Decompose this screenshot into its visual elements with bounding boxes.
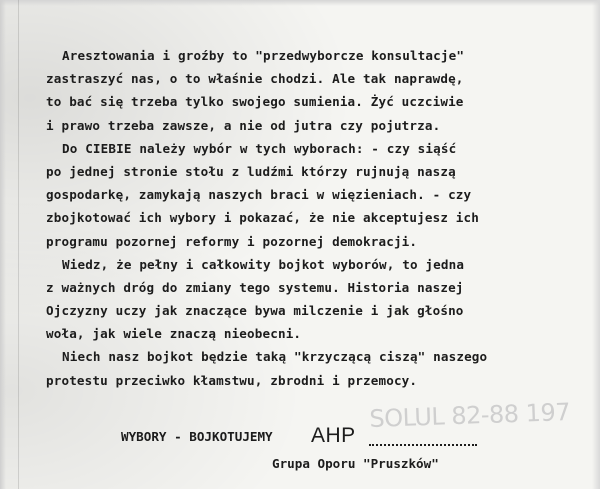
paper-crease: [18, 0, 19, 489]
text-line: zastraszyć nas, o to właśnie chodzi. Ale tak naprawdę,: [46, 71, 464, 87]
text-line: Niech nasz bojkot będzie taką "krzyczącą ciszą" naszego: [62, 349, 488, 365]
paper-edge-right: [592, 0, 600, 489]
text-line: woła, jak wiele znaczą nieobecni.: [46, 326, 302, 342]
text-line: i prawo trzeba zawsze, a nie od jutra czy pojutrza.: [46, 117, 441, 133]
boycott-slogan: WYBORY - BOJKOTUJEMY: [121, 429, 273, 444]
text-line: Do CIEBIE należy wybór w tych wyborach: - czy siąść: [62, 140, 457, 156]
text-line: gospodarkę, zamykają naszych braci w więzieniach. - czy: [46, 187, 472, 203]
text-line: po jednej stronie stołu z ludźmi którzy rujnują naszą: [46, 163, 456, 179]
archive-stamp: AHP: [311, 424, 356, 447]
paper-edge-top: [0, 0, 600, 6]
text-line: z ważnych dróg do zmiany tego systemu. Historia naszej: [46, 279, 464, 295]
text-line: Wiedz, że pełny i całkowity bojkot wyborów, to jedna: [62, 256, 465, 272]
group-signature: Grupa Oporu "Pruszków": [272, 456, 439, 471]
leaflet-body: [46, 44, 566, 392]
text-line: programu pozornej reformy i pozornej demokracji.: [46, 233, 418, 249]
text-line: to bać się trzeba tylko swojego sumienia. Żyć uczciwie: [46, 94, 464, 110]
archive-stamp-dotted-line: [369, 436, 477, 446]
paper-edge-left: [0, 0, 6, 489]
text-line: Ojczyzny uczy jak znaczące bywa milczenie i jak głośno: [46, 303, 464, 319]
archive-handwritten-signature: SOLUL 82-88 197: [369, 398, 571, 433]
text-line: Aresztowania i groźby to "przedwyborcze konsultacje": [62, 48, 465, 63]
text-line: zbojkotować ich wybory i pokazać, że nie akceptujesz ich: [46, 210, 479, 226]
text-line: protestu przeciwko kłamstwu, zbrodni i przemocy.: [46, 372, 418, 388]
